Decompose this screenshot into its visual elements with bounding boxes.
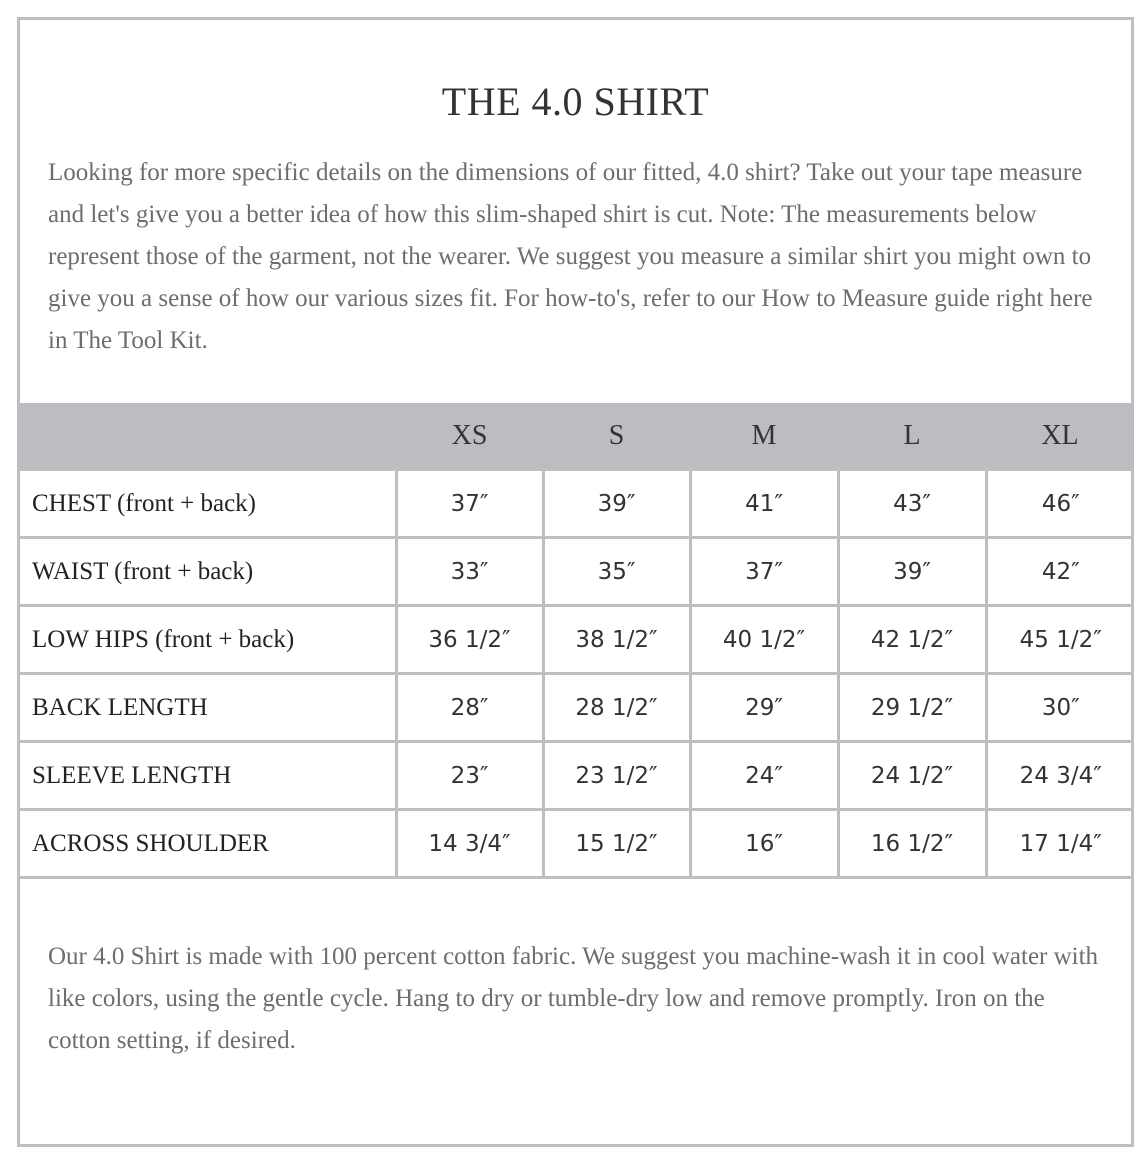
table-row-low-hips xyxy=(17,606,1134,674)
row-label: LOW HIPS (front + back) xyxy=(17,606,396,674)
measurement-cell: 14 3/4″ xyxy=(396,810,543,878)
measurement-cell: 37″ xyxy=(396,470,543,538)
measurement-cell: 24″ xyxy=(690,742,838,810)
header-blank-cell xyxy=(17,403,396,470)
measurement-cell: 42 1/2″ xyxy=(838,606,986,674)
measurement-cell: 39″ xyxy=(838,538,986,606)
size-chart-table xyxy=(17,403,1134,879)
measurement-cell: 24 3/4″ xyxy=(986,742,1134,810)
measurement-cell: 37″ xyxy=(690,538,838,606)
measurement-cell: 45 1/2″ xyxy=(986,606,1134,674)
measurement-cell: 16″ xyxy=(690,810,838,878)
measurement-cell: 46″ xyxy=(986,470,1134,538)
size-header-row xyxy=(17,403,1134,470)
size-guide-panel xyxy=(17,17,1134,1147)
size-header-xl: XL xyxy=(986,403,1134,470)
measurement-cell: 28″ xyxy=(396,674,543,742)
measurement-cell: 29″ xyxy=(690,674,838,742)
size-header-l: L xyxy=(838,403,986,470)
table-row-sleeve-length xyxy=(17,742,1134,810)
measurement-cell: 42″ xyxy=(986,538,1134,606)
measurement-cell: 17 1/4″ xyxy=(986,810,1134,878)
size-header-xs: XS xyxy=(396,403,543,470)
measurement-cell: 33″ xyxy=(396,538,543,606)
measurement-cell: 36 1/2″ xyxy=(396,606,543,674)
row-label: SLEEVE LENGTH xyxy=(17,742,396,810)
measurement-cell: 40 1/2″ xyxy=(690,606,838,674)
measurement-cell: 43″ xyxy=(838,470,986,538)
page-title: THE 4.0 SHIRT xyxy=(441,79,710,124)
measurement-cell: 29 1/2″ xyxy=(838,674,986,742)
measurement-cell: 16 1/2″ xyxy=(838,810,986,878)
row-label: CHEST (front + back) xyxy=(17,470,396,538)
row-label: ACROSS SHOULDER xyxy=(17,810,396,878)
size-header-m: M xyxy=(690,403,838,470)
size-header-s: S xyxy=(543,403,690,470)
intro-paragraph: Looking for more specific details on the dimensions of our fitted, 4.0 shirt? Take out your tape measure and let's give you a better idea of how this slim-shaped shirt is cut. Note: The measurements below represent those of the garment, not the wearer. We suggest you measure a similar shirt you might own to give you a sense of how our various sizes fit. For how-to's, refer to our How to Measure guide right here in The Tool Kit. xyxy=(48,159,1093,354)
measurement-cell: 23 1/2″ xyxy=(543,742,690,810)
measurement-cell: 23″ xyxy=(396,742,543,810)
measurement-cell: 30″ xyxy=(986,674,1134,742)
measurement-cell: 39″ xyxy=(543,470,690,538)
table-row-across-shoulder xyxy=(17,810,1134,878)
measurement-cell: 24 1/2″ xyxy=(838,742,986,810)
measurement-cell: 38 1/2″ xyxy=(543,606,690,674)
measurement-cell: 15 1/2″ xyxy=(543,810,690,878)
measurement-cell: 35″ xyxy=(543,538,690,606)
row-label: WAIST (front + back) xyxy=(17,538,396,606)
table-row-chest xyxy=(17,470,1134,538)
table-row-back-length xyxy=(17,674,1134,742)
row-label: BACK LENGTH xyxy=(17,674,396,742)
care-instructions: Our 4.0 Shirt is made with 100 percent cotton fabric. We suggest you machine-wash it in cool water with like colors, using the gentle cycle. Hang to dry or tumble-dry low and remove promptly. Iron on the cotton setting, if desired. xyxy=(48,943,1099,1054)
measurement-cell: 41″ xyxy=(690,470,838,538)
table-row-waist xyxy=(17,538,1134,606)
measurement-cell: 28 1/2″ xyxy=(543,674,690,742)
